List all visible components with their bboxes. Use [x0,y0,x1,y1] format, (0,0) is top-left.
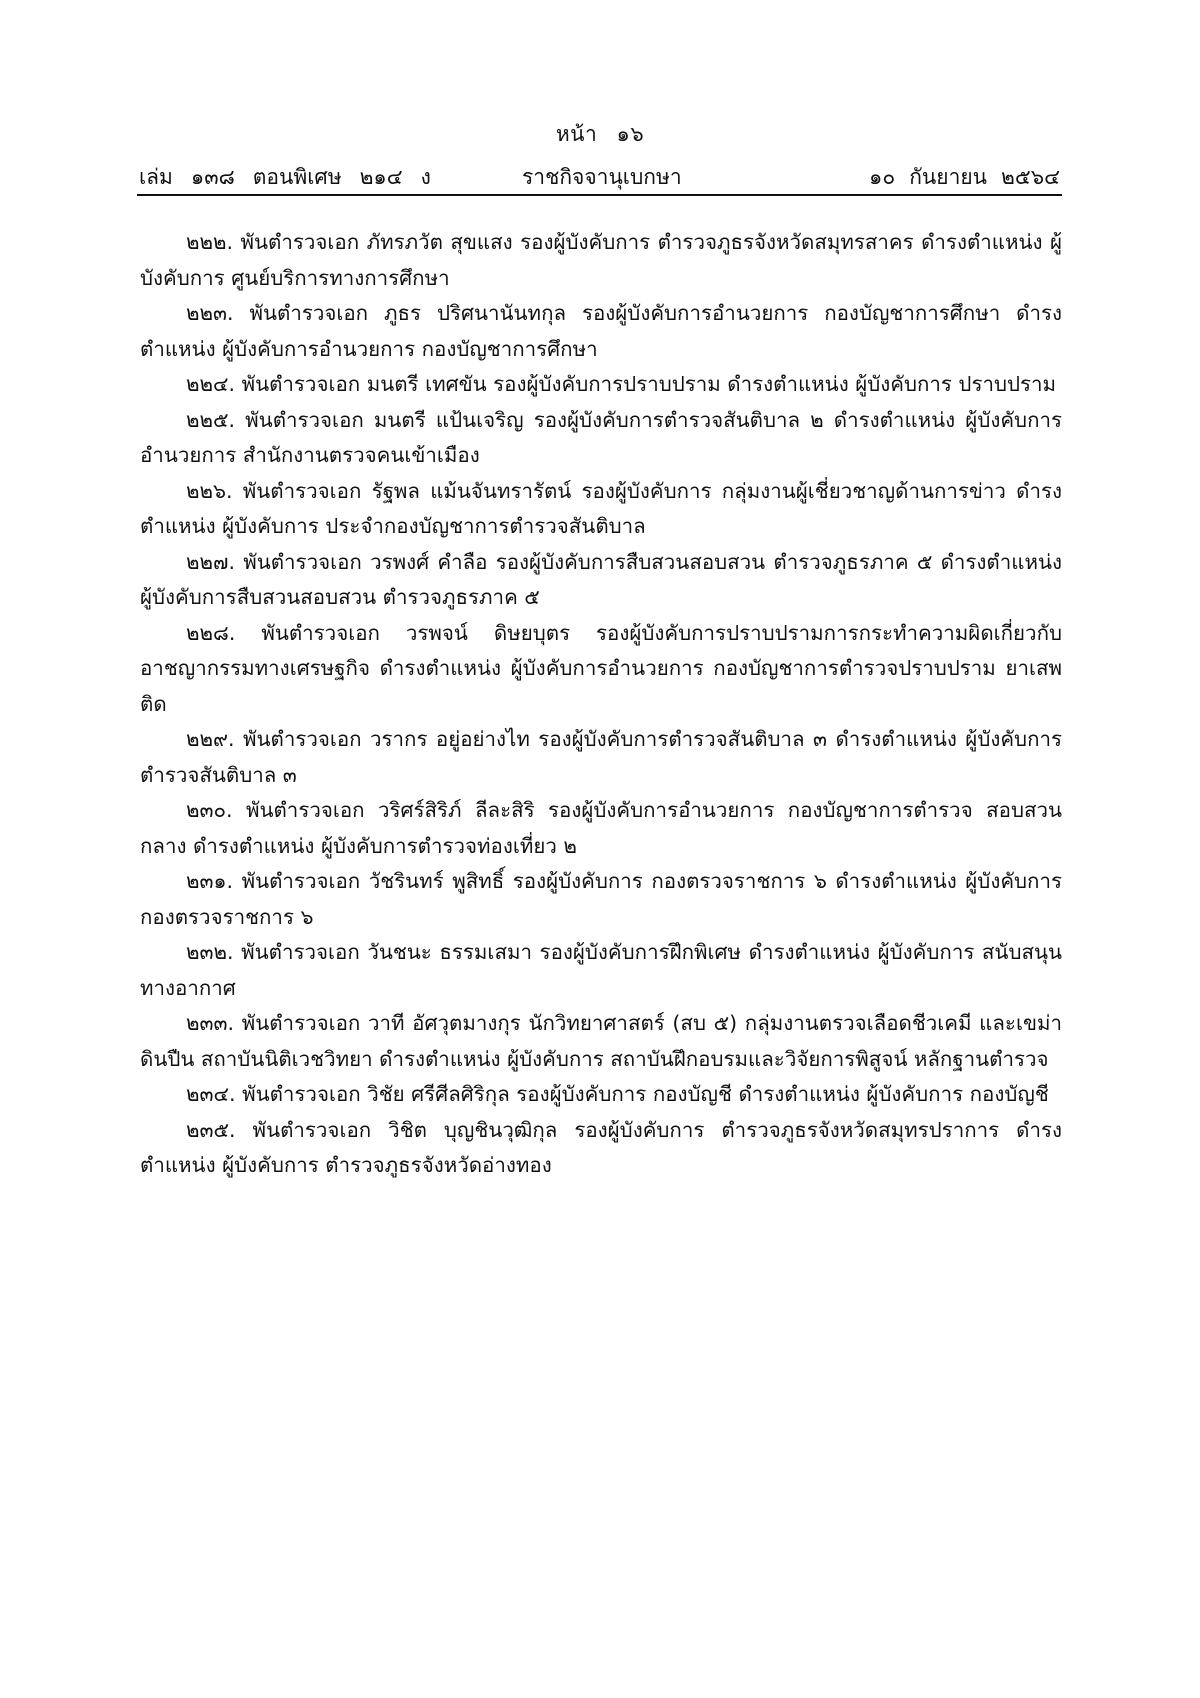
appointment-entry-235: ๒๓๕. พันตำรวจเอก วิชิต บุญชินวุฒิกุล รองผู้บังคับการ ตำรวจภูธรจังหวัดสมุทรปราการ ดำรงตำแหน่ง ผู้บังคับการ ตำรวจภูธรจังหวัดอ่างทอง [140,1117,1062,1177]
page-number [0,118,1200,151]
appointment-entry-225: ๒๒๕. พันตำรวจเอก มนตรี แป้นเจริญ รองผู้บังคับการตำรวจสันติบาล ๒ ดำรงตำแหน่ง ผู้บังคับการอำนวยการ สำนักงานตรวจคนเข้าเมือง [140,407,1062,467]
appointment-entry-229: ๒๒๙. พันตำรวจเอก วรากร อยู่อย่างไท รองผู้บังคับการตำรวจสันติบาล ๓ ดำรงตำแหน่ง ผู้บังคับการตำรวจสันติบาล ๓ [140,727,1062,787]
appointment-entry-233: ๒๓๓. พันตำรวจเอก วาที อัศวุตมางกุร นักวิทยาศาสตร์ (สบ ๕) กลุ่มงานตรวจเลือดชีวเคมี และเขม่าดินปืน สถาบันนิติเวชวิทยา ดำรงตำแหน่ง ผู้บังคับการ สถาบันฝึกอบรมและวิจัยการพิสูจน์ หลักฐานตำรวจ [140,1011,1062,1071]
appointment-list [140,225,1062,1184]
publication-title: ราชกิจจานุเบกษา [522,165,682,189]
appointment-entry-230: ๒๓๐. พันตำรวจเอก วริศร์สิริภ์ ลีละสิริ รองผู้บังคับการอำนวยการ กองบัญชาการตำรวจ สอบสวนกลาง ดำรงตำแหน่ง ผู้บังคับการตำรวจท่องเที่ยว ๒ [140,798,1062,858]
publication-date [855,161,1060,194]
appointment-entry-231: ๒๓๑. พันตำรวจเอก วัชรินทร์ พูสิทธิ์ รองผู้บังคับการ กองตรวจราชการ ๖ ดำรงตำแหน่ง ผู้บังคับการ กองตรวจราชการ ๖ [140,869,1062,929]
appointment-entry-224: ๒๒๔. พันตำรวจเอก มนตรี เทศขัน รองผู้บังคับการปราบปราม ดำรงตำแหน่ง ผู้บังคับการ ปราบปราม [186,372,1057,396]
date-month: กันยายน [909,165,988,189]
appointment-entry-226: ๒๒๖. พันตำรวจเอก รัฐพล แม้นจันทรารัตน์ รองผู้บังคับการ กลุ่มงานผู้เชี่ยวชาญด้านการข่าว ดำรงตำแหน่ง ผู้บังคับการ ประจำกองบัญชาการตำรวจสันติบาล [140,478,1062,538]
date-year: ๒๕๖๔ [1001,165,1060,189]
date-day: ๑๐ [869,165,896,189]
appointment-entry-228: ๒๒๘. พันตำรวจเอก วรพจน์ ดิษยบุตร รองผู้บังคับการปราบปรามการกระทำความผิดเกี่ยวกับ อาชญากรรมทางเศรษฐกิจ ดำรงตำแหน่ง ผู้บังคับการอำนวยการ กองบัญชาการตำรวจปราบปราม ยาเสพติด [140,620,1062,716]
page-number-value: ๑๖ [616,122,645,146]
appointment-entry-232: ๒๓๒. พันตำรวจเอก วันชนะ ธรรมเสมา รองผู้บังคับการฝึกพิเศษ ดำรงตำแหน่ง ผู้บังคับการ สนับสนุนทางอากาศ [140,940,1062,1000]
appointment-entry-234: ๒๓๔. พันตำรวจเอก วิชัย ศรีศีลศิริกุล รองผู้บังคับการ กองบัญชี ดำรงตำแหน่ง ผู้บังคับการ กองบัญชี [186,1082,1049,1106]
section-part: ง [420,165,431,189]
appointment-entry-227: ๒๒๗. พันตำรวจเอก วรพงศ์ คำลือ รองผู้บังคับการสืบสวนสอบสวน ตำรวจภูธรภาค ๕ ดำรงตำแหน่ง ผู้บังคับการสืบสวนสอบสวน ตำรวจภูธรภาค ๕ [140,549,1062,609]
appointment-entry-223: ๒๒๓. พันตำรวจเอก ภูธร ปริศนานันทกุล รองผู้บังคับการอำนวยการ กองบัญชาการศึกษา ดำรงตำแหน่ง ผู้บังคับการอำนวยการ กองบัญชาการศึกษา [140,301,1062,361]
appointment-entry-222: ๒๒๒. พันตำรวจเอก ภัทรภวัต สุขแสง รองผู้บังคับการ ตำรวจภูธรจังหวัดสมุทรสาคร ดำรงตำแหน่ง ผู้บังคับการ ศูนย์บริการทางการศึกษา [140,230,1062,290]
volume-label: เล่ม [139,165,173,189]
volume-number: ๑๓๘ [190,165,235,189]
section-label: ตอนพิเศษ [252,165,342,189]
volume-info [139,161,449,194]
page-label: หน้า [555,122,598,146]
section-number: ๒๑๔ [359,165,403,189]
running-header [137,158,1062,196]
